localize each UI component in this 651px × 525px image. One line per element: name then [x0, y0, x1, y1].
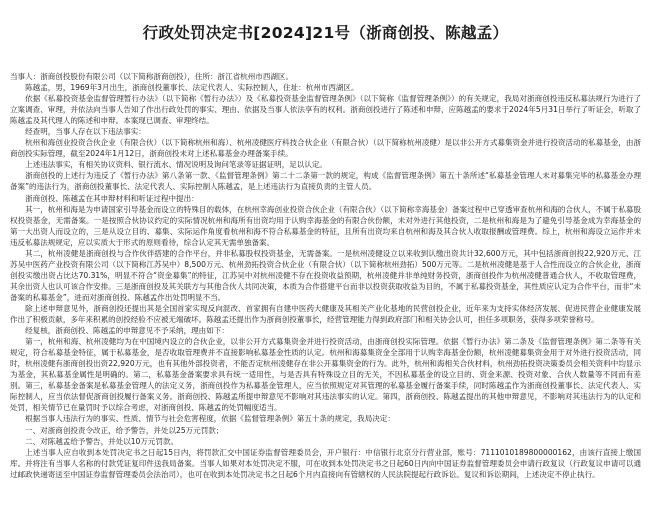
defense-paragraph-2: 其二，杭州凌健是浙商创投与合作伙伴搭建的合作平台，并非私募股权投资基金，无需备案。一是杭州凌健设立以来收到认缴出资共计32,600万元，其中包括浙商创投22,920万元、江苏吴中医药产业投资有限公司（以下简称江苏吴中）8,500万元、杭州劲拓投资合伙企业（有限合伙）（以下简称杭州劲拓）500万元等。二是杭州凌健是基于人合性而设立的合伙企业，浙商创投实缴出资占比达70.31%，明显不符合“资金募集”的特征，江苏吴中对杭州凌健不存在投资收益预期，杭州凌健并非单纯财务投资，浙商创投作为杭州凌健普通合伙人，不收取管理费，其余出资人也认可该合作安排。三是浙商创投及其关联方与其他合伙人共同决策，本质为合作搭建平台而非以投资获取收益为目的，不属于私募投资基金，其性质应认定为合作平台，而非“未备案的私募基金”，进而对浙商创投、陈越孟作出处罚明显不当。	[10, 248, 641, 302]
violation-paragraph: 浙商创投的上述行为违反了《暂行办法》第八条第一款、《监督管理条例》第二十二条第一款的规定，构成《监督管理条例》第五十条所述“私募基金管理人未对募集完毕的私募基金办理备案”的违法行为，浙商创投董事长、法定代表人、实际控制人陈越孟，是上述违法行为直接负责的主管人员。	[10, 171, 641, 192]
party-company: 当事人：浙商创投股份有限公司（以下简称浙商创投），住所：浙江省杭州市西湖区。	[10, 72, 294, 81]
facts-paragraph: 杭州和海创业投资合伙企业（有限合伙）（以下简称杭州和海）、杭州凌健医疗科技合伙企业（有限合伙）（以下简称杭州凌健）是以非公开方式募集资金并进行投资活动的私募基金，由浙商创投实际管理，截至2024年1月12日，浙商创投未对上述私募基金办理备案手续。	[10, 138, 641, 159]
party-person: 陈越孟，男，1969年3月出生，浙商创投董事长、法定代表人、实际控制人，住址：杭州市西湖区。	[25, 83, 359, 93]
document-body	[10, 71, 641, 480]
defense-heading: 浙商创投、陈越孟在其申辩材料和听证过程中提出：	[25, 193, 199, 203]
review-heading: 经复核，浙商创投、陈越孟的申辩意见不予采纳，理由如下：	[25, 326, 229, 336]
payment-paragraph: 上述当事人应自收到本处罚决定书之日起15日内，将罚款汇交中国证券监督管理委员会，开户银行：中信银行北京分行营业部，账号：7111010189800000162，由该行直接上缴国库。并将注有当事人名称的付款凭证复印件送我局备案。当事人如果对本处罚决定不服，可在收到本处罚决定书之日起60日内向中国证券监督管理委员会申请行政复议（行政复议申请可以通过邮政快递寄送至中国证券监督管理委员会法治司），也可在收到本处罚决定书之日起6个月内直接向有管辖权的人民法院提起行政诉讼。复议和诉讼期间，上述决定不停止执行。	[10, 447, 641, 479]
decision-item-1: 一、对浙商创投责令改正，给予警告，并处以25万元罚款；	[25, 425, 224, 435]
defense-paragraph-3: 除上述申辩意见外，浙商创投还提出其是全国首家实现反向混改、首家拥有自建中医药大健康及其相关产业化基地的民营创投企业，近年来为支持实体经济发展、促进民营企业健康发展作出了积极贡献，多年来积累的创投经验不应被无端破坏。陈越孟还提出作为浙商创投董事长，经营管理能力得到政府部门和相关协会认可，担任多项职务，获得多项荣誉称号。	[10, 303, 641, 325]
evidence-paragraph: 上述违法事实，有相关协议资料、银行流水、情况说明及询问笔录等证据证明，足以认定。	[25, 160, 327, 170]
review-paragraph: 第一，杭州和海、杭州凌健均为在中国境内设立的合伙企业，以非公开方式募集资金并进行投资活动，由浙商创投实际管理。依据《暂行办法》第二条及《监督管理条例》第二条等有关规定，符合私募基金特征，属于私募基金，是否收取管理费并不直接影响私募基金性质的认定。杭州和海募集资金全部用于认购幸海基金份额，杭州凌健募集资金用于对外进行投资活动，同时，杭州凌健有浙商创投出资22,920万元，也有其他外部投资者，不能否定杭州凌健存在非公开募集资金的行为。此外，杭州和海相关合伙材料，杭州劲拓投资决策委员会相关资料中均显示为基金，其私募基金属性是明确的。第二，私募基金备案要求具有统一适用性，与是否具有特殊设立目的无关，不因私募基金的设立目的、资金来源、投资对象、合伙人数量等不同而有差别。第三，私募基金备案是私募基金管理人的法定义务，浙商创投作为私募基金管理人，应当依照规定对其管理的私募基金履行备案手续，同时陈越孟作为浙商创投董事长、法定代表人、实际控制人，应当依法督促浙商创投履行备案义务。浙商创投、陈越孟所提申辩意见不影响对其违法事实的认定。第四，浙商创投、陈越孟提出的其他申辩意见，不影响对其违法行为的认定和处罚，相关情节已在量罚时予以综合考虑，对浙商创投、陈越孟的处罚幅度适当。	[10, 337, 641, 413]
document-title: 行政处罚决定书[2024]21号（浙商创投、陈越孟）	[142, 24, 509, 42]
facts-heading: 经查明，当事人存在以下违法事实：	[25, 127, 146, 137]
defense-paragraph-1: 其一，杭州和海是为申请国家引导基金而设立的特殊目的载体，在杭州幸海创业投资合伙企业（有限合伙）（以下简称幸海基金）备案过程中已穿透审查杭州和海的合伙人，不属于私募股权投资基金，无需备案。一是按照合伙协议约定的实际情况杭州和海所有出资均用于认购幸海基金的有限合伙份额，未对外进行其他投资，二是杭州和海是为了避免引导基金成为幸海基金的第一大出资人而设立的，三是从设立目的、募集、实际运作角度看杭州和海不符合私募基金的特征，且所有出资均来自杭州和海及其合伙人收取报酬或管理费。综上，杭州和海设立运作并未违反私募法规规定，应以实质大于形式的原则看待，综合认定其无需单独备案。	[10, 204, 641, 247]
decision-heading: 根据当事人违法行为的事实、性质、情节与社会危害程度，依据《监督管理条例》第五十条的规定，我局决定：	[25, 414, 395, 424]
decision-item-2: 二、对陈越孟给予警告，并处以10万元罚款。	[25, 436, 179, 446]
case-intro: 依据《私募投资基金监督管理暂行办法》（以下简称《暂行办法》）及《私募投资基金监督管理条例》（以下简称《监督管理条例》）的有关规定，我局对浙商创投违反私募法规行为进行了立案调查、审理，并依法向当事人告知了作出行政处罚的事实、理由、依据及当事人依法享有的权利。浙商创投进行了陈述和申辩，应陈越孟的要求于2024年5月31日举行了听证会，听取了陈越孟及其代理人的陈述和申辩。本案现已调查、审理终结。	[10, 94, 641, 126]
